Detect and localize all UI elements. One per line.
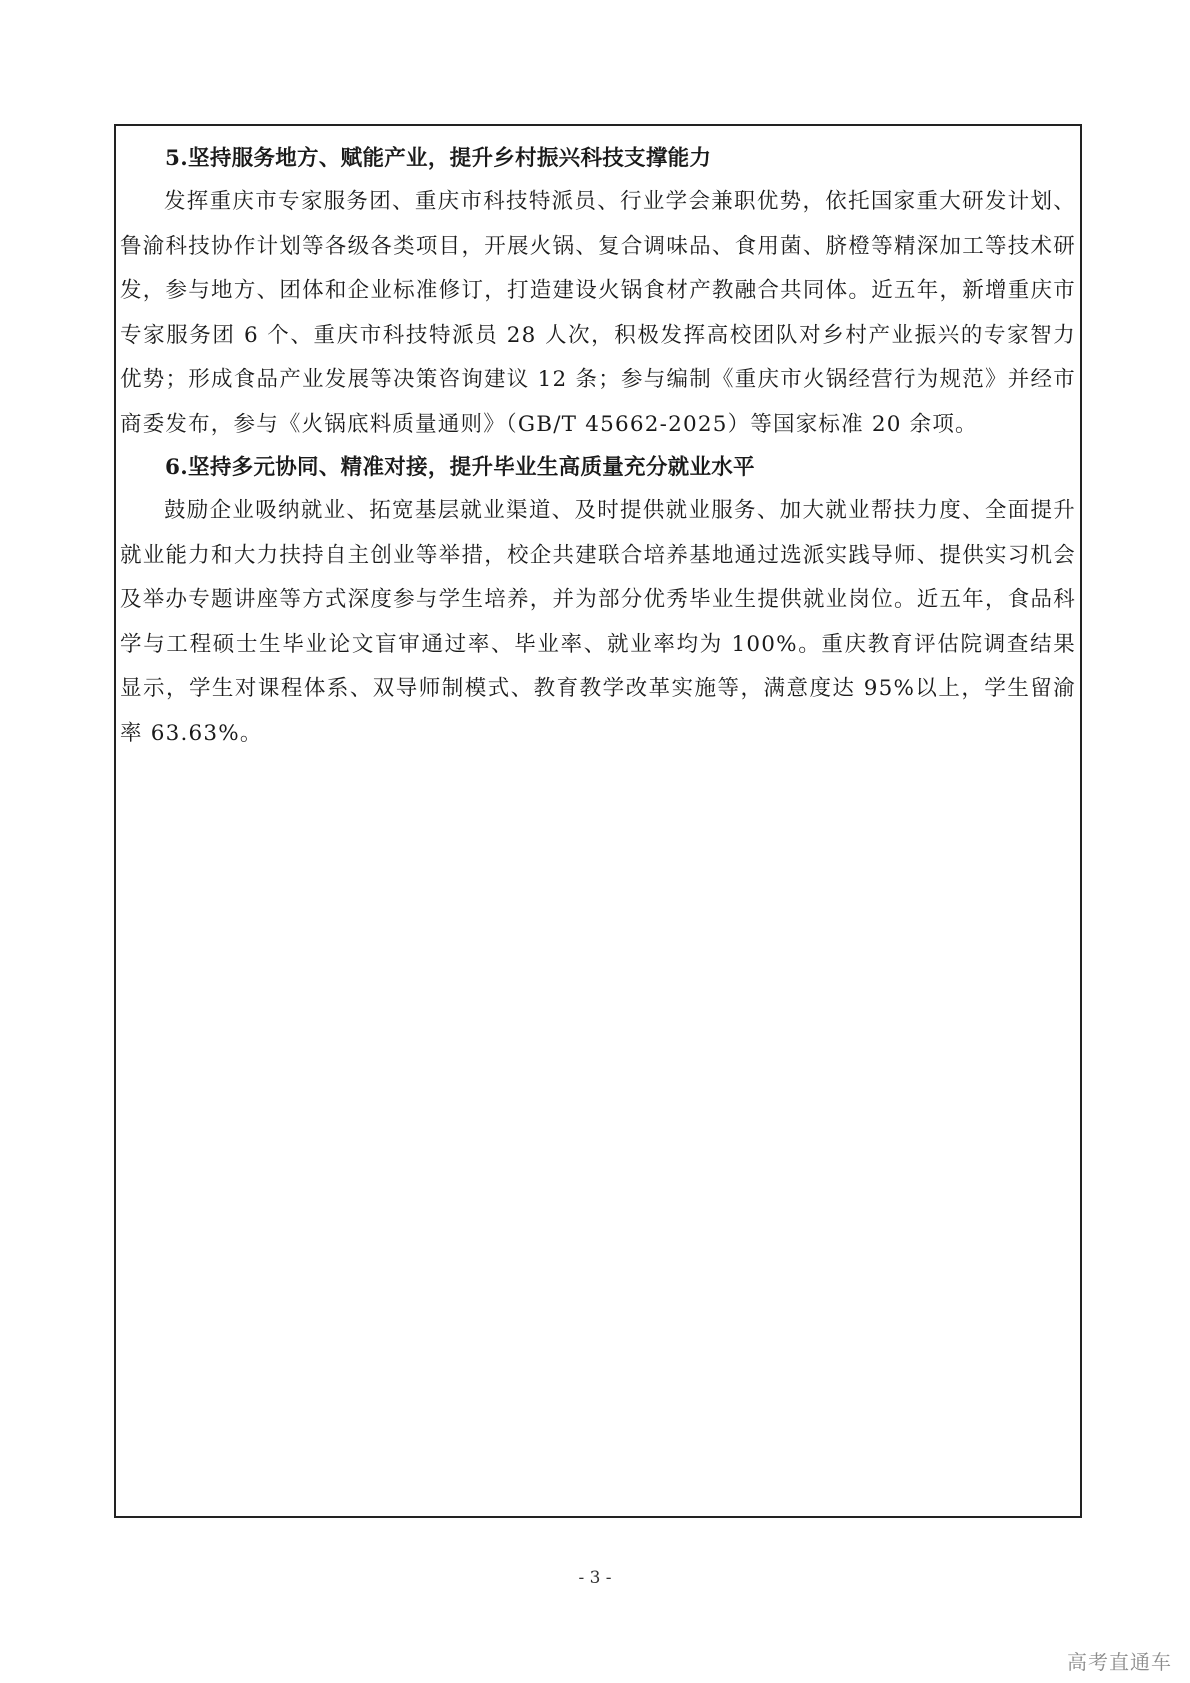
document-body [120, 138, 1076, 756]
section-5-heading: 5.坚持服务地方、赋能产业，提升乡村振兴科技支撑能力 [165, 146, 712, 171]
section-5-paragraph: 发挥重庆市专家服务团、重庆市科技特派员、行业学会兼职优势，依托国家重大研发计划、鲁渝科技协作计划等各级各类项目，开展火锅、复合调味品、食用菌、脐橙等精深加工等技术研发，参与地方、团体和企业标准修订，打造建设火锅食材产教融合共同体。近五年，新增重庆市专家服务团 6 个、重庆市科技特派员 28 人次，积极发挥高校团队对乡村产业振兴的专家智力优势；形成食品产业发展等决策咨询建议 12 条；参与编制《重庆市火锅经营行为规范》并经市商委发布，参与《火锅底料质量通则》（GB/T 45662-2025）等国家标准 20 余项。 [120, 189, 1076, 437]
page-number: - 3 - [578, 1568, 612, 1588]
section-6-paragraph: 鼓励企业吸纳就业、拓宽基层就业渠道、及时提供就业服务、加大就业帮扶力度、全面提升就业能力和大力扶持自主创业等举措，校企共建联合培养基地通过选派实践导师、提供实习机会及举办专题讲座等方式深度参与学生培养，并为部分优秀毕业生提供就业岗位。近五年，食品科学与工程硕士生毕业论文盲审通过率、毕业率、就业率均为 100%。重庆教育评估院调查结果显示，学生对课程体系、双导师制模式、教育教学改革实施等，满意度达 95%以上，学生留渝率 63.63%。 [120, 498, 1076, 746]
section-6-heading: 6.坚持多元协同、精准对接，提升毕业生高质量充分就业水平 [165, 455, 755, 480]
watermark-logo: 高考直通车 [1067, 1650, 1172, 1674]
